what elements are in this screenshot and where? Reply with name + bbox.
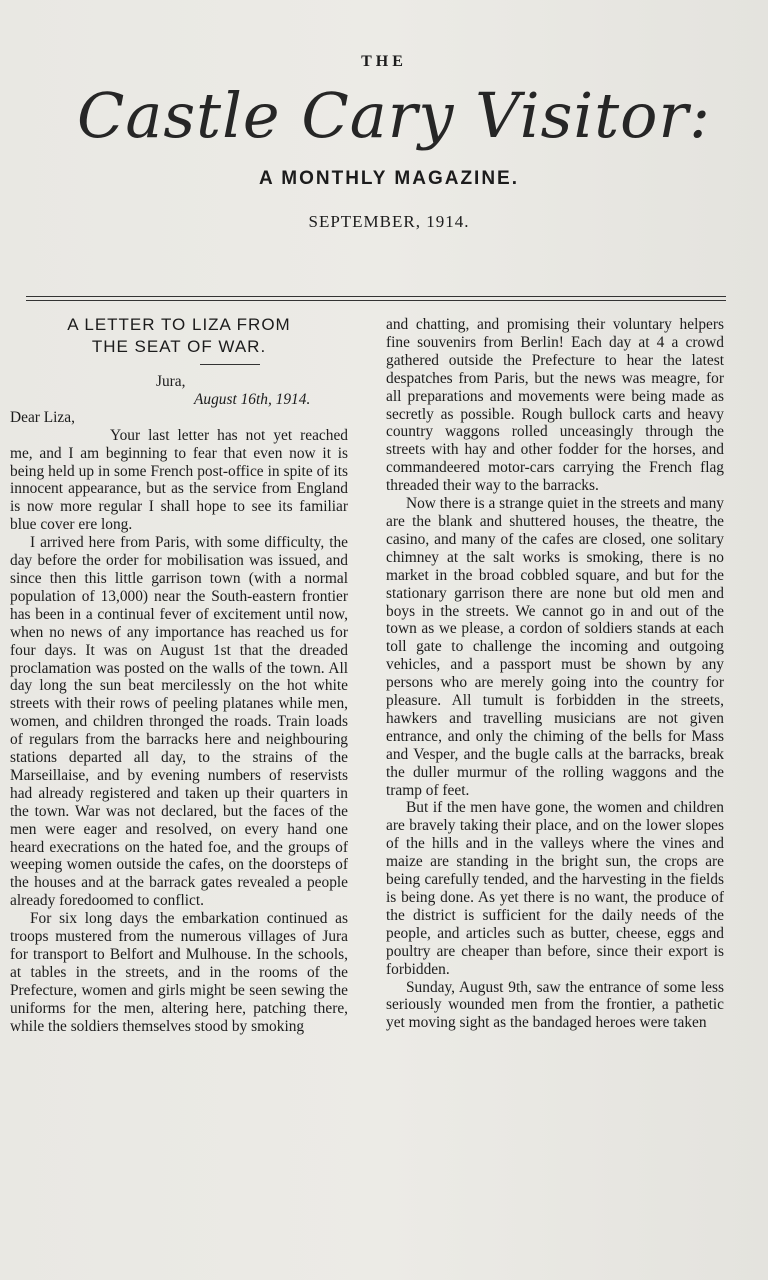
masthead-the: THE: [361, 53, 407, 70]
header-rule-top: [26, 296, 726, 297]
left-column: [10, 312, 348, 1036]
paragraph: Your last letter has not yet reached me, and I am beginning to fear that even now it is being held up in some French post-office in spite of its innocent appearance, but as the service from England is now more regular I shall hope to see its familiar blue cover ere long.: [10, 426, 348, 534]
letter-date: August 16th, 1914.: [194, 390, 311, 408]
article-title-line-2: THE SEAT OF WAR.: [91, 337, 267, 356]
masthead: [0, 52, 768, 232]
article-title-line-1: A LETTER TO LIZA FROM: [67, 315, 291, 334]
paragraph: I arrived here from Paris, with some difficulty, the day before the order for mobilisation was issued, and since then this little garrison town (with a normal population of 13,000) near the South-eastern frontier has been in a continual fever of excitement until now, when no news of any importance has reached us for four days. It was on August 1st that the dreaded proclamation was posted on the walls of the town. All day long the sun beat mercilessly on the hot white streets with their rows of peeling platanes while men, women, and children thronged the roads. Train loads of regulars from the barracks here and neighbouring stations departed all day, to the strains of the Marseillaise, and by evening numbers of reservists had already registered and taken up their quarters in the town. War was not declared, but the faces of the men were eager and resolved, on every hand one heard execrations on the hated foe, and the groups of weeping women outside the cafes, on the doorsteps of the houses and at the barrack gates revealed a people already foredoomed to conflict.: [10, 534, 348, 910]
letter-salutation: Dear Liza,: [10, 408, 75, 426]
right-column: [386, 316, 724, 1032]
magazine-title: Castle Cary Visitor:: [76, 79, 712, 152]
letter-place: Jura,: [156, 373, 186, 390]
paragraph: But if the men have gone, the women and children are bravely taking their place, and on the lower slopes of the hills and in the valleys where the vines and maize are standing in the bright sun, the crops are being carefully tended, and the harvesting in the fields is being done. As yet there is no want, the produce of the district is sufficient for the daily needs of the people, and articles such as butter, cheese, eggs and poultry are cheaper than before, since their export is forbidden.: [386, 799, 724, 978]
paragraph: Sunday, August 9th, saw the entrance of some less seriously wounded men from the frontier, a pathetic yet moving sight as the bandaged heroes were taken: [386, 978, 724, 1032]
title-divider: [200, 364, 260, 365]
paragraph: Now there is a strange quiet in the streets and many are the blank and shuttered houses, the theatre, the casino, and many of the cafes are closed, one solitary chimney at the salt works is smoking, there is no market in the broad cobbled square, and but for the stationary garrison there are none but old men and boys in the streets. We cannot go in and out of the town as we please, a cordon of soldiers stands at each toll gate to challenge the incoming and outgoing vehicles, and a passport must be shown by any persons who are merely going into the country for pleasure. All tumult is forbidden in the streets, hawkers and travelling musicians are not given entrance, and only the chiming of the bells for Mass and Vesper, and the bugle calls at the barracks, break the duller murmur of the rolling waggons and the tramp of feet.: [386, 495, 724, 799]
paragraph-continued: and chatting, and promising their voluntary helpers fine souvenirs from Berlin! Each day at 4 a crowd gathered outside the Prefecture to hear the latest despatches from Paris, but the news was meagre, for all preparations and movements were being made as secretly as possible. Rough bullock carts and heavy country waggons rolled unceasingly through the streets with hay and other fodder for the horses, and commandeered motor-cars carrying the French flag threaded their way to the barracks.: [386, 316, 724, 495]
magazine-subtitle: A MONTHLY MAGAZINE.: [258, 168, 520, 189]
article-title: [10, 314, 348, 358]
issue-date: SEPTEMBER, 1914.: [308, 212, 470, 231]
header-rule-bottom: [26, 300, 726, 301]
paragraph: For six long days the embarkation continued as troops mustered from the numerous villages of Jura for transport to Belfort and Mulhouse. In the schools, at tables in the streets, and in the rooms of the Prefecture, women and girls might be seen sewing the uniforms for the men, altering here, patching there, while the soldiers themselves stood by smoking: [10, 910, 348, 1035]
